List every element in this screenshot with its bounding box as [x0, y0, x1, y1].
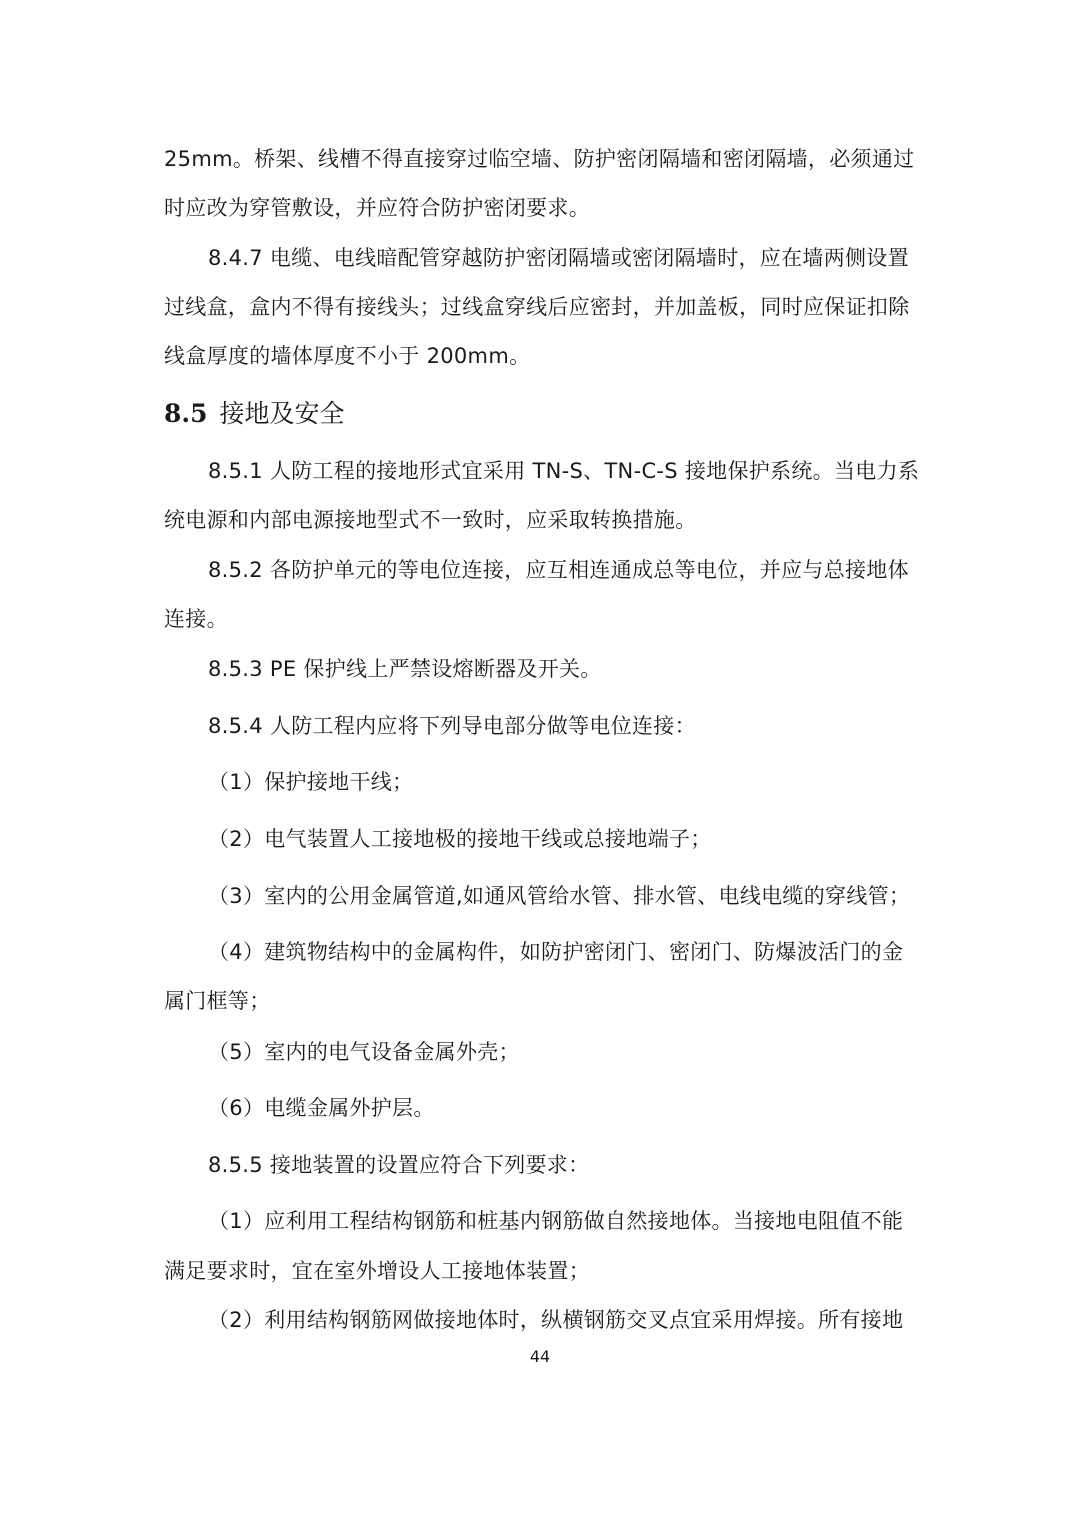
- clause-8-5-2: 8.5.2 各防护单元的等电位连接，应互相连通成总等电位，并应与总接地体: [208, 558, 909, 582]
- clause-8-5-1: 8.5.1 人防工程的接地形式宜采用 TN-S、TN-C-S 接地保护系统。当电力系: [208, 459, 920, 483]
- paragraph-line: 25mm。桥架、线槽不得直接穿过临空墙、防护密闭隔墙和密闭隔墙，必须通过: [164, 147, 915, 171]
- paragraph-line: 连接。: [164, 607, 228, 631]
- paragraph-line: 统电源和内部电源接地型式不一致时，应采取转换措施。: [164, 508, 697, 532]
- page-number: 44: [529, 1347, 551, 1366]
- section-title: 接地及安全: [219, 399, 345, 428]
- paragraph-line: 属门框等；: [164, 989, 271, 1013]
- clause-8-5-4: 8.5.4 人防工程内应将下列导电部分做等电位连接：: [208, 714, 696, 738]
- list-item: （1）保护接地干线；: [208, 770, 414, 794]
- section-heading: [164, 397, 345, 431]
- clause-8-4-7: 8.4.7 电缆、电线暗配管穿越防护密闭隔墙或密闭隔墙时，应在墙两侧设置: [208, 246, 909, 270]
- list-item: （2）利用结构钢筋网做接地体时，纵横钢筋交叉点宜采用焊接。所有接地: [208, 1308, 904, 1332]
- list-item: （6）电缆金属外护层。: [208, 1096, 435, 1120]
- paragraph-line: 过线盒，盒内不得有接线头；过线盒穿线后应密封，并加盖板，同时应保证扣除: [164, 295, 910, 319]
- list-item: （5）室内的电气设备金属外壳；: [208, 1040, 520, 1064]
- paragraph-line: 时应改为穿管敷设，并应符合防护密闭要求。: [164, 196, 590, 220]
- paragraph-line: 满足要求时，宜在室外增设人工接地体装置；: [164, 1259, 590, 1283]
- list-item: （3）室内的公用金属管道,如通风管给水管、排水管、电线电缆的穿线管；: [208, 884, 911, 908]
- section-number: 8.5: [164, 399, 208, 428]
- clause-8-5-5: 8.5.5 接地装置的设置应符合下列要求：: [208, 1153, 590, 1177]
- list-item: （1）应利用工程结构钢筋和桩基内钢筋做自然接地体。当接地电阻值不能: [208, 1209, 904, 1233]
- list-item: （4）建筑物结构中的金属构件，如防护密闭门、密闭门、防爆波活门的金: [208, 940, 904, 964]
- clause-8-5-3: 8.5.3 PE 保护线上严禁设熔断器及开关。: [208, 657, 602, 681]
- paragraph-line: 线盒厚度的墙体厚度不小于 200mm。: [164, 344, 531, 368]
- list-item: （2）电气装置人工接地极的接地干线或总接地端子；: [208, 827, 712, 851]
